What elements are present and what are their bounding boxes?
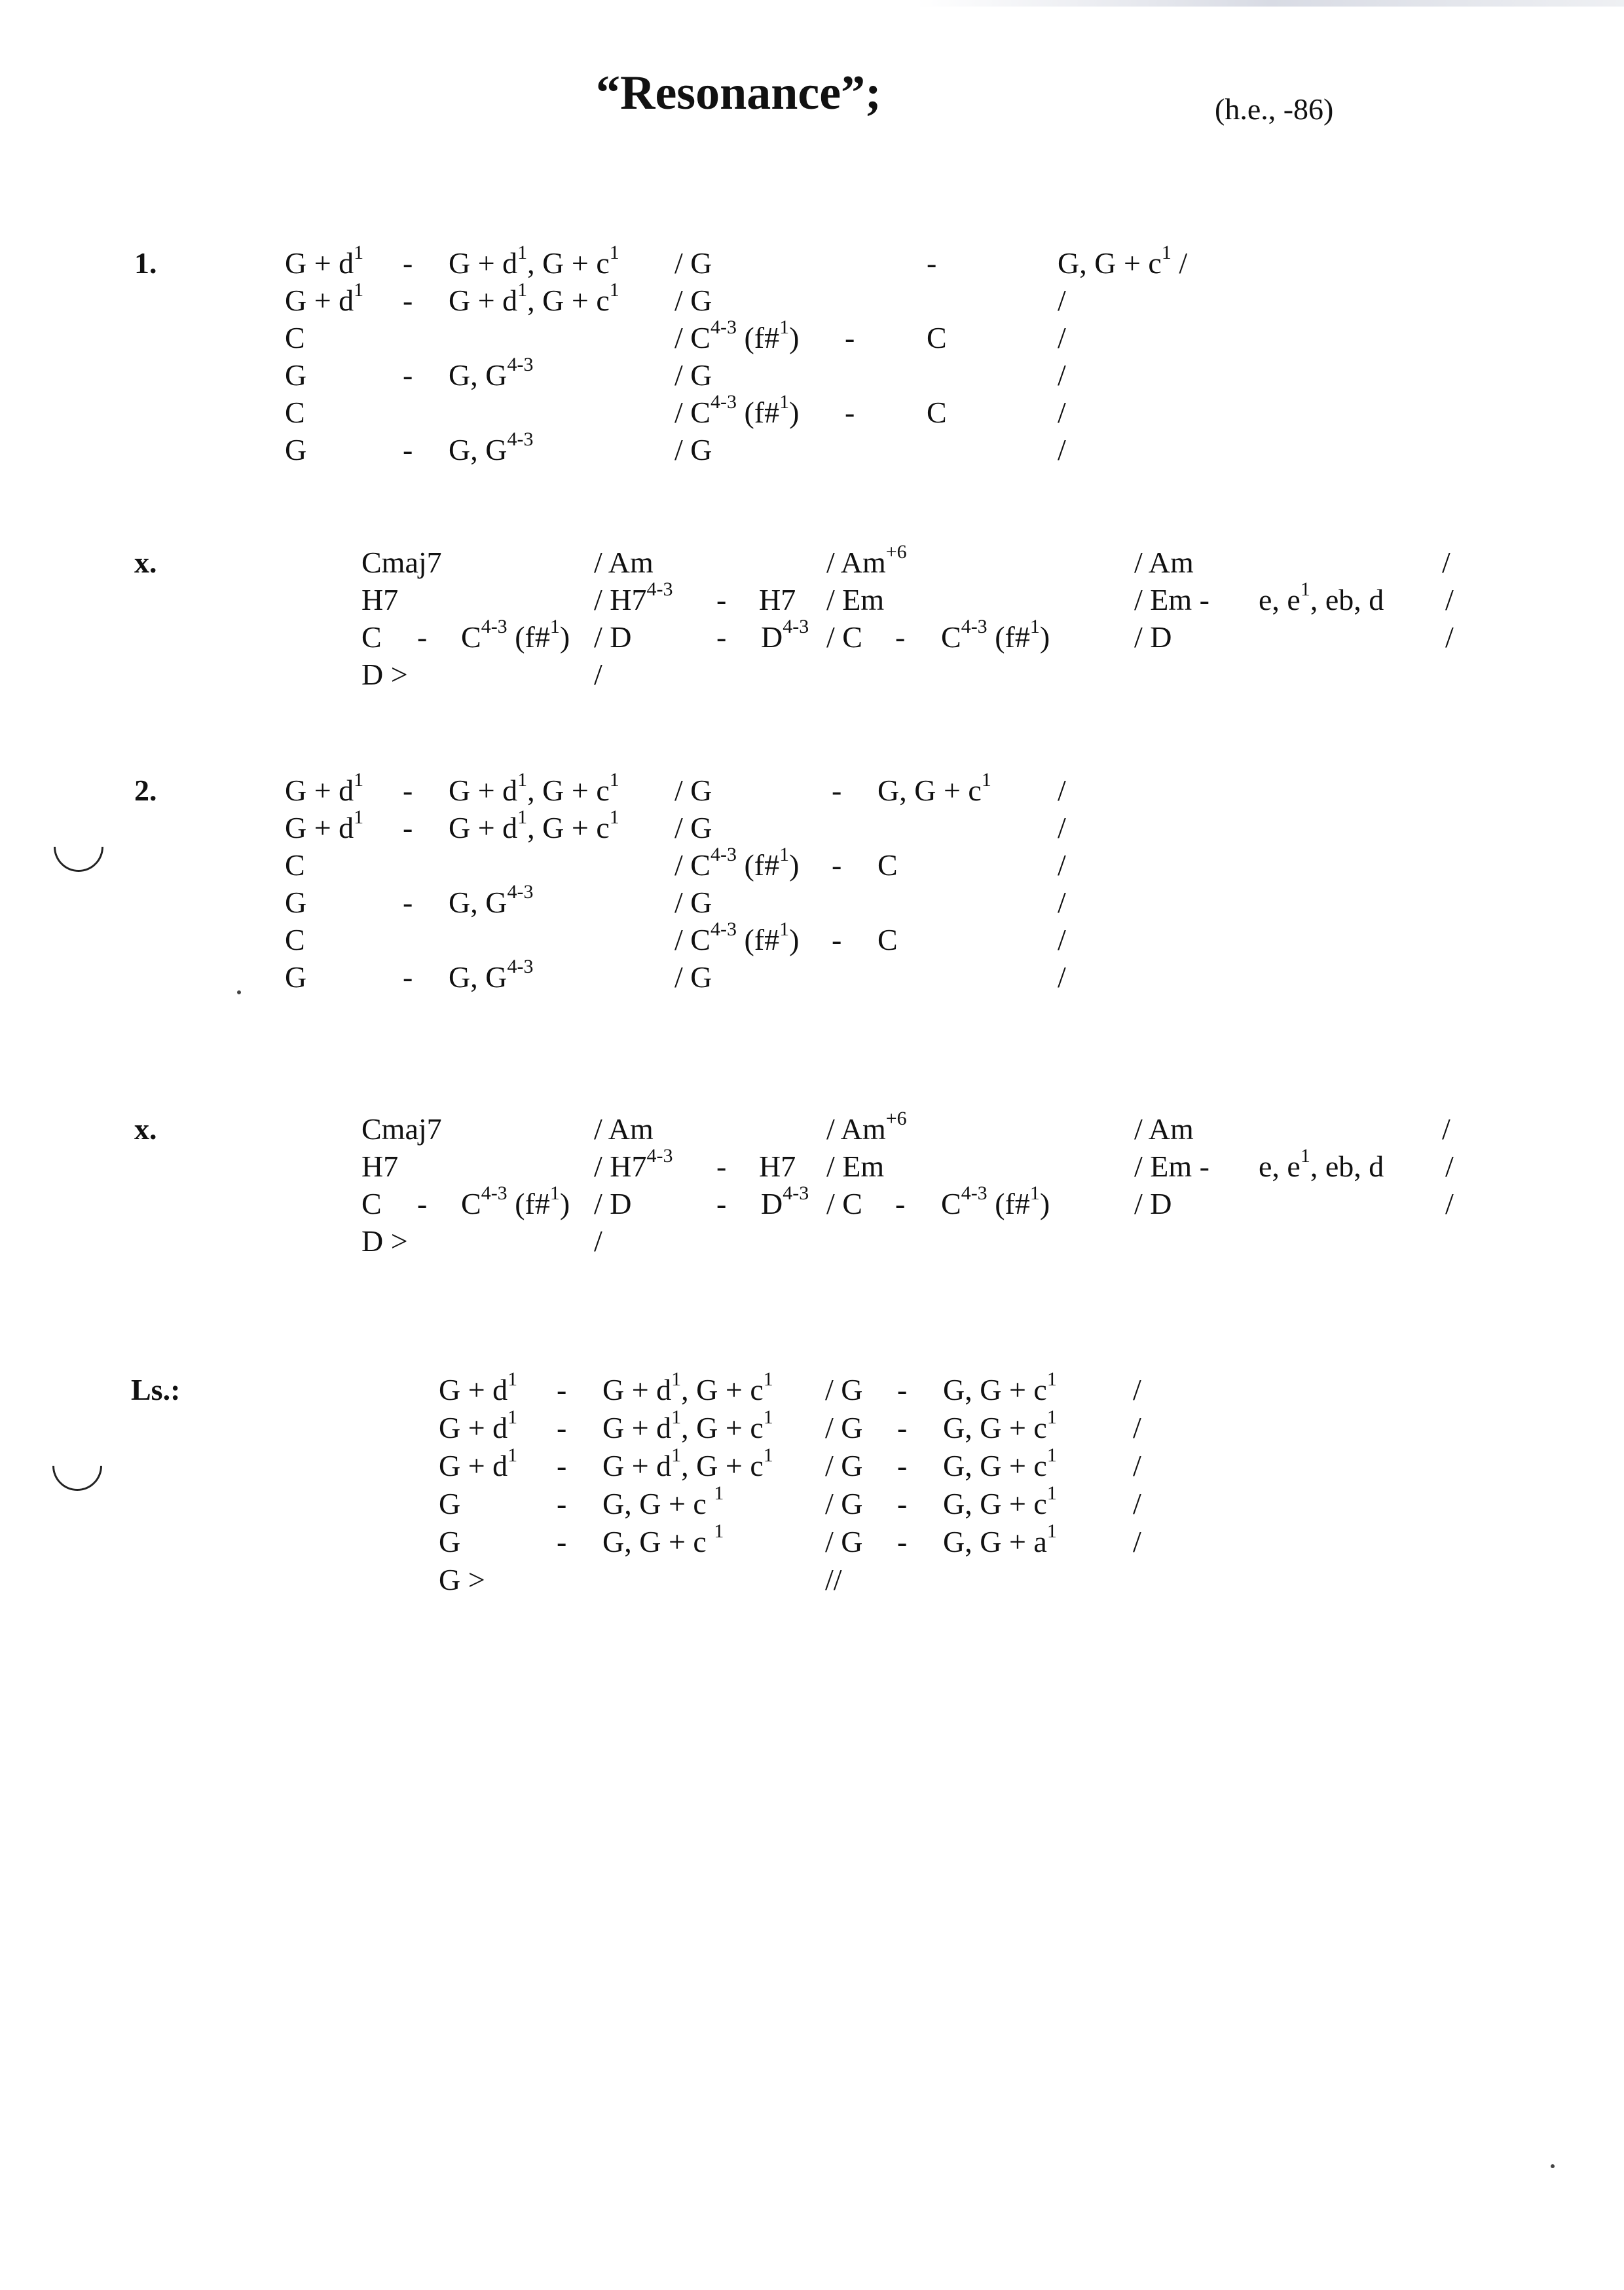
chord-cell: $G + d^1$, $G + c^1$ [449,279,619,317]
chord-cell: C [285,396,305,429]
chord-cell: / $C^{4-3}$ (f#$^1$) [674,844,800,882]
chord-cell: $G + d^1$ [439,1406,518,1444]
chord-cell: G [285,358,307,392]
chord-cell: G, $G^{4-3}$ [449,881,534,919]
chord-cell: C [877,848,898,882]
section-label: x. [134,546,157,579]
chord-cell: / Em [826,1150,885,1183]
chord-cell: - [403,358,413,392]
chord-cell: $C^{4-3}$ (f#$^1$) [941,1182,1050,1220]
chord-cell: G [439,1525,461,1558]
chord-cell: $G + d^1$ [285,806,364,844]
chord-cell: / G [674,433,712,466]
chord-cell: - [557,1449,567,1482]
chord-cell: / G [825,1525,863,1558]
chord-cell: - [403,284,413,317]
chord-cell: / [1133,1373,1141,1406]
section-label: 1. [134,246,157,280]
chord-cell: G [285,960,307,994]
chord-cell: $G + d^1$, $G + c^1$ [449,806,619,844]
chord-cell: / [1058,358,1066,392]
chord-cell: e, $e^1$, eb, d [1259,578,1384,616]
chord-cell: / H7$^{4-3}$ [594,1145,673,1183]
chord-cell: - [897,1525,908,1558]
chord-cell: / Am [594,546,654,579]
chord-cell: $C^{4-3}$ (f#$^1$) [941,616,1050,654]
chord-cell: / C [826,620,862,654]
chord-cell: - [417,620,428,654]
chord-cell: / $C^{4-3}$ (f#$^1$) [674,316,800,354]
chord-cell: G, $G + c^1$ [877,769,991,807]
chord-cell: H7 [361,583,399,616]
chord-cell: / $Am^{+6}$ [826,1108,907,1146]
chord-cell: - [557,1487,567,1520]
chord-cell: G > [439,1563,485,1596]
chord-cell: $G + d^1$ [285,242,364,280]
chord-cell: / H7$^{4-3}$ [594,578,673,616]
chord-cell: $G + d^1$ [285,279,364,317]
chord-cell: $G + d^1$, $G + c^1$ [602,1406,773,1444]
chord-cell: - [845,321,855,354]
chord-cell: - [557,1411,567,1444]
chord-cell: / [1445,1187,1454,1220]
chord-cell: / $Am^{+6}$ [826,541,907,579]
song-title: “Resonance”; [596,66,881,120]
chord-cell: / D [1134,1187,1172,1220]
chord-cell: C [877,923,898,956]
chord-cell: - [897,1487,908,1520]
chord-cell: / $C^{4-3}$ (f#$^1$) [674,918,800,956]
chord-cell: / G [674,811,712,844]
chord-cell: / G [674,358,712,392]
chord-cell: - [716,620,727,654]
chord-cell: / [1133,1487,1141,1520]
chord-cell: - [927,246,937,280]
chord-cell: / G [825,1411,863,1444]
chord-cell: G, $G + c^1$ [943,1444,1057,1482]
chord-cell: / Em [826,583,885,616]
chord-cell: - [832,774,842,807]
chord-cell: G [285,886,307,919]
chord-cell: // [825,1563,842,1596]
chord-cell: C [361,620,382,654]
chord-cell: - [845,396,855,429]
binder-hole-mark [42,1431,112,1501]
chord-cell: C [285,321,305,354]
chord-cell: / G [674,960,712,994]
chord-cell: D > [361,658,408,691]
chord-cell: / [1058,960,1066,994]
chord-cell: / Am [1134,546,1194,579]
chord-cell: / [1442,1112,1450,1146]
chord-cell: / [1445,583,1454,616]
chord-cell: $D^{4-3}$ [761,616,809,654]
chord-cell: / Am [594,1112,654,1146]
section-label: x. [134,1112,157,1146]
scan-speck [237,990,241,994]
chord-cell: / [1058,811,1066,844]
chord-cell: / [1445,1150,1454,1183]
chord-cell: H7 [361,1150,399,1183]
chord-cell: - [897,1373,908,1406]
chord-cell: / [1058,433,1066,466]
chord-cell: / G [674,774,712,807]
chord-cell: - [557,1373,567,1406]
scan-speck [1551,2164,1555,2168]
chord-cell: G, G + c $^1$ [602,1482,724,1520]
chord-cell: - [897,1411,908,1444]
chord-cell: / [1445,620,1454,654]
chord-cell: - [417,1187,428,1220]
scan-edge-streak [917,0,1624,7]
chord-cell: / [1058,284,1066,317]
chord-cell: / [594,1224,602,1258]
chord-cell: $D^{4-3}$ [761,1182,809,1220]
chord-cell: / G [825,1373,863,1406]
chord-cell: G, $G^{4-3}$ [449,428,534,466]
chord-cell: G, G + c $^1$ [602,1520,724,1558]
chord-cell: D > [361,1224,408,1258]
chord-cell: / $C^{4-3}$ (f#$^1$) [674,391,800,429]
chord-cell: / D [594,1187,632,1220]
chord-cell: C [927,321,947,354]
chord-cell: $G + d^1$ [285,769,364,807]
chord-cell: $C^{4-3}$ (f#$^1$) [461,616,570,654]
chord-cell: H7 [759,1150,796,1183]
chord-cell: / G [825,1487,863,1520]
chord-cell: $G + d^1$, $G + c^1$ [449,769,619,807]
chord-cell: $G + d^1$, $G + c^1$ [602,1444,773,1482]
chord-cell: / Em - [1134,1150,1209,1183]
chord-cell: / Em - [1134,583,1209,616]
chord-cell: - [716,1150,727,1183]
chord-cell: / [1442,546,1450,579]
chord-cell: - [716,1187,727,1220]
chord-cell: / [1058,886,1066,919]
chord-cell: G, $G + a^1$ [943,1520,1057,1558]
chord-cell: $G + d^1$, $G + c^1$ [602,1368,773,1406]
chord-cell: C [285,923,305,956]
chord-cell: G [439,1487,461,1520]
chord-cell: G, $G + c^1$ [943,1368,1057,1406]
chord-cell: / D [594,620,632,654]
chord-cell: / G [674,886,712,919]
chord-cell: / C [826,1187,862,1220]
binder-hole-mark [43,812,113,882]
chord-cell: Cmaj7 [361,1112,442,1146]
chord-cell: / G [674,284,712,317]
chord-cell: / [1058,774,1066,807]
chord-cell: / [1058,923,1066,956]
chord-cell: / G [825,1449,863,1482]
chord-cell: $G + d^1$ [439,1368,518,1406]
chord-cell: / [1058,321,1066,354]
chord-cell: / [1058,396,1066,429]
chord-cell: - [832,923,842,956]
chord-cell: / [594,658,602,691]
chord-cell: G, $G^{4-3}$ [449,354,534,392]
author-year: (h.e., -86) [1215,92,1334,126]
chord-cell: - [895,620,906,654]
chord-cell: G [285,433,307,466]
chord-cell: - [403,886,413,919]
chord-cell: - [557,1525,567,1558]
section-label: Ls.: [131,1373,181,1406]
chord-cell: / [1133,1525,1141,1558]
chord-cell: $C^{4-3}$ (f#$^1$) [461,1182,570,1220]
chord-cell: - [403,246,413,280]
chord-cell: - [403,960,413,994]
chord-cell: $G + d^1$, $G + c^1$ [449,242,619,280]
chord-cell: / Am [1134,1112,1194,1146]
chord-cell: H7 [759,583,796,616]
chord-cell: G, $G + c^1$ / [1058,242,1188,280]
chord-cell: - [716,583,727,616]
chord-cell: / G [674,246,712,280]
chord-cell: G, $G + c^1$ [943,1406,1057,1444]
chord-cell: Cmaj7 [361,546,442,579]
chord-cell: / D [1134,620,1172,654]
chord-cell: C [361,1187,382,1220]
chord-cell: - [832,848,842,882]
chord-cell: C [285,848,305,882]
chord-cell: G, $G + c^1$ [943,1482,1057,1520]
chord-cell: C [927,396,947,429]
chord-cell: / [1133,1411,1141,1444]
chord-cell: e, $e^1$, eb, d [1259,1145,1384,1183]
chord-cell: $G + d^1$ [439,1444,518,1482]
chord-cell: - [897,1449,908,1482]
chord-cell: / [1133,1449,1141,1482]
chord-cell: / [1058,848,1066,882]
chord-cell: - [403,811,413,844]
chord-cell: - [403,774,413,807]
chord-cell: G, $G^{4-3}$ [449,956,534,994]
chord-cell: - [895,1187,906,1220]
chord-cell: - [403,433,413,466]
section-label: 2. [134,774,157,807]
